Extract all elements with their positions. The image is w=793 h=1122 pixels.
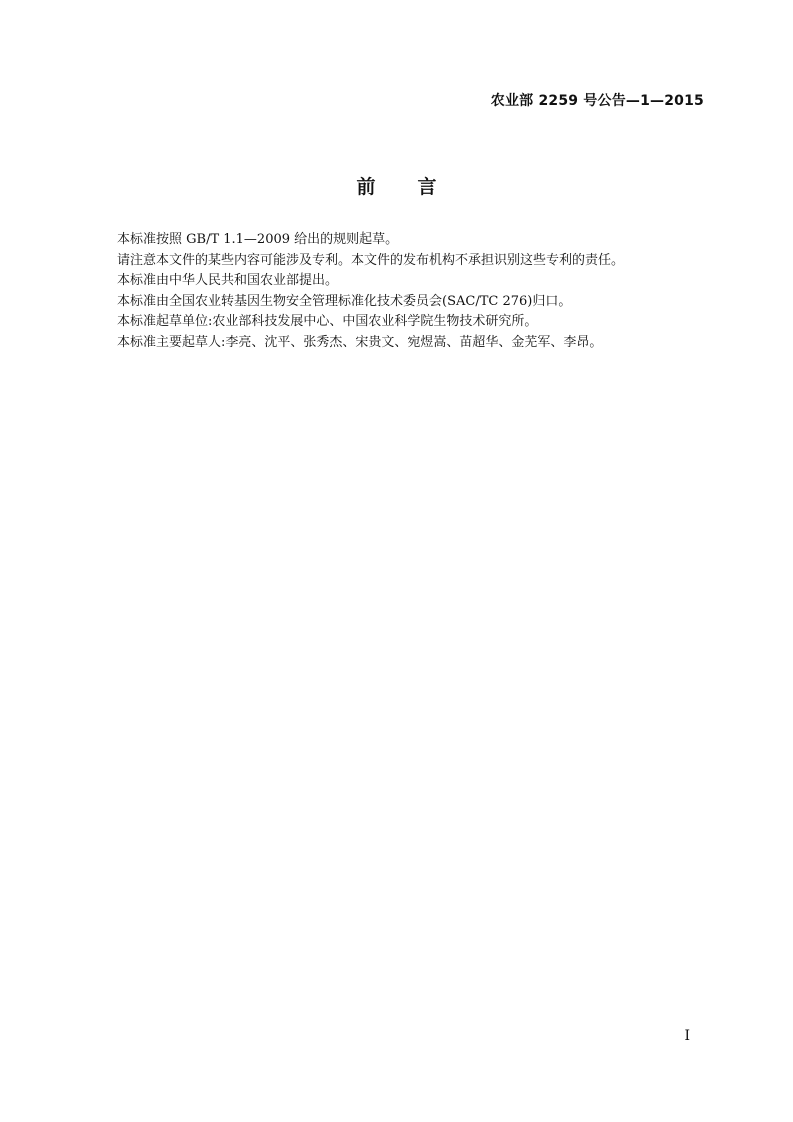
- paragraph-proposed-by: 本标准由中华人民共和国农业部提出。: [117, 273, 339, 288]
- page-number: I: [684, 1028, 690, 1044]
- paragraph-drafting-rules: 本标准按照 GB/T 1.1—2009 给出的规则起草。: [117, 232, 399, 247]
- page-title: 前言: [356, 176, 479, 198]
- paragraph-patent-notice: 请注意本文件的某些内容可能涉及专利。本文件的发布机构不承担识别这些专利的责任。: [117, 252, 625, 268]
- document-number: 农业部 2259 号公告—1—2015: [490, 93, 704, 109]
- paragraph-under-jurisdiction: 本标准由全国农业转基因生物安全管理标准化技术委员会(SAC/TC 276)归口。: [117, 293, 572, 309]
- paragraph-drafters: 本标准主要起草人:李亮、沈平、张秀杰、宋贵文、宛煜嵩、苗超华、金芜军、李昂。: [117, 334, 603, 350]
- foreword-body: [117, 230, 707, 353]
- paragraph-drafting-organizations: 本标准起草单位:农业部科技发展中心、中国农业科学院生物技术研究所。: [117, 314, 538, 329]
